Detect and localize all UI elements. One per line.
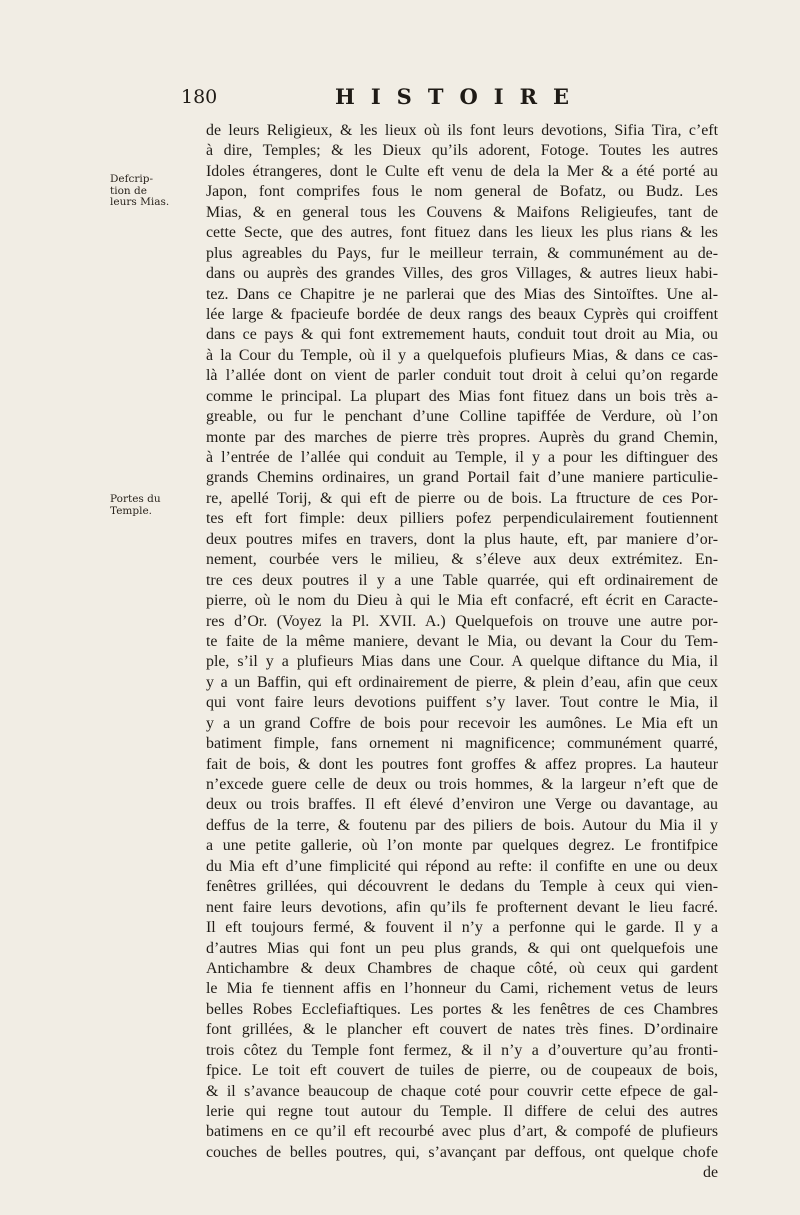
text-line: batimens en ce qu’il eft recourbé avec plus d’art, & compofé de plufieurs — [206, 1123, 718, 1141]
text-line: nement, courbée vers le milieu, & s’éleve aux deux extrémitez. En- — [206, 551, 718, 569]
text-line: dans ou auprès des grandes Villes, des gros Villages, & autres lieux habi- — [206, 265, 718, 283]
text-line: de — [703, 1164, 718, 1182]
text-line: fait de bois, & dont les poutres font groffes & affez propres. La hauteur — [206, 755, 718, 773]
text-line: & il s’avance beaucoup de chaque coté pour couvrir cette efpece de gal- — [206, 1082, 718, 1100]
margin-note-line: Temple. — [110, 504, 152, 517]
text-line: Mias, & en general tous les Couvens & Maifons Religieufes, tant de — [206, 203, 718, 221]
page-number: 180 — [181, 86, 218, 108]
text-line: res d’Or. (Voyez la Pl. XVII. A.) Quelquefois on trouve une autre por- — [206, 612, 718, 630]
text-line: tes eft fort fimple: deux pilliers pofez perpendiculairement foutiennent — [206, 510, 718, 528]
margin-note-line: tion de — [110, 184, 147, 197]
text-line: qui vont faire leurs devotions puiffent s’y laver. Tout contre le Mia, il — [206, 694, 718, 712]
text-line: ple, s’il y a plufieurs Mias dans une Cour. A quelque diftance du Mia, il — [206, 653, 718, 671]
text-line: tre ces deux poutres il y a une Table quarrée, qui eft ordinairement de — [206, 571, 718, 589]
text-line: tez. Dans ce Chapitre je ne parlerai que des Mias des Sintoïftes. Une al- — [206, 285, 718, 303]
text-line: Antichambre & deux Chambres de chaque côté, où ceux qui gardent — [206, 959, 718, 977]
margin-note-line: leurs Mias. — [110, 196, 170, 208]
text-line: deffus de la terre, & foutenu par des piliers de bois. Autour du Mia il y — [206, 816, 718, 834]
text-line: comme le principal. La plupart des Mias font fituez dans un bois très a- — [206, 387, 718, 405]
text-line: fpice. Le toit eft couvert de tuiles de pierre, ou de coupeaux de bois, — [206, 1062, 718, 1080]
text-line: te faite de la même maniere, devant le Mia, ou devant la Cour du Tem- — [206, 632, 718, 650]
text-line: nent faire leurs devotions, afin qu’ils fe profternent devant le lieu facré. — [206, 898, 718, 916]
text-line: monte par des marches de pierre très propres. Auprès du grand Chemin, — [206, 428, 718, 446]
text-line: plus agreables du Pays, fur le meilleur terrain, & communément au de- — [206, 244, 718, 262]
text-line: deux poutres mifes en travers, dont la plus haute, eft, par maniere d’or- — [206, 530, 718, 548]
text-line: lerie qui regne tout autour du Temple. Il differe de celui des autres — [206, 1103, 718, 1120]
margin-note-gates — [110, 494, 188, 517]
text-line: Il eft toujours fermé, & fouvent il n’y a perfonne qui le garde. Il y a — [206, 919, 718, 937]
text-line: lée large & fpacieufe bordée de deux rangs des beaux Cyprès qui croiffent — [206, 305, 718, 323]
text-line: y a un grand Coffre de bois pour recevoir les aumônes. Le Mia eft un — [206, 714, 718, 732]
text-line: a une petite gallerie, où l’on monte par quelques degrez. Le frontifpice — [206, 837, 718, 855]
text-line: greable, ou fur le penchant d’une Colline tapiffée de Verdure, où l’on — [206, 408, 718, 426]
text-line: deux ou trois braffes. Il eft élevé d’environ une Verge ou davantage, au — [206, 796, 718, 814]
text-line: batiment fimple, fans ornement ni magnificence; communément quarré, — [206, 735, 718, 753]
text-line: du Mia eft d’une fimplicité qui répond au refte: il confifte en une ou deux — [206, 857, 718, 875]
text-line: à dire, Temples; & les Dieux qu’ils adorent, Fotoge. Toutes les autres — [206, 142, 718, 160]
text-line: à l’entrée de l’allée qui conduit au Temple, il y a pour les diftinguer des — [206, 449, 718, 466]
text-line: le Mia fe tiennent affis en l’honneur du Cami, richement vetus de leurs — [206, 980, 718, 998]
page-header — [0, 80, 800, 114]
text-line: Idoles étrangeres, dont le Culte eft venu de dela la Mer & a été porté au — [206, 162, 718, 180]
margin-note-line: Portes du — [110, 493, 161, 505]
text-line: belles Robes Ecclefiaftiques. Les portes & les fenêtres de ces Chambres — [206, 1000, 718, 1018]
running-title: HISTOIRE — [335, 84, 586, 109]
text-line: n’excede guere celle de deux ou trois hommes, & la largeur n’eft que de — [206, 776, 718, 793]
text-line: Japon, font comprifes fous le nom general de Bofatz, ou Budz. Les — [206, 183, 718, 201]
text-line: de leurs Religieux, & les lieux où ils font leurs devotions, Sifia Tira, c’eft — [206, 122, 718, 139]
text-line: re, apellé Torij, & qui eft de pierre ou de bois. La ftructure de ces Por- — [206, 489, 718, 507]
text-line: à la Cour du Temple, où il y a quelquefois plufieurs Mias, & dans ce cas- — [206, 346, 718, 364]
text-line: d’autres Mias qui font un peu plus grands, & qui ont quelquefois une — [206, 939, 718, 957]
text-line: pierre, où le nom du Dieu à qui le Mia eft confacré, eft écrit en Caracte- — [206, 592, 718, 610]
text-line: grands Chemins ordinaires, un grand Portail fait d’une maniere particulie- — [206, 469, 718, 487]
body-text — [206, 121, 718, 1184]
text-line: couches de belles poutres, qui, s’avançant par deffous, ont quelque chofe — [206, 1143, 718, 1161]
text-line: fenêtres grillées, qui découvrent le dedans du Temple à ceux qui vien- — [206, 878, 718, 896]
margin-note-description — [110, 174, 188, 209]
text-line: là l’allée dont on vient de parler conduit tout droit à celui qu’on regarde — [206, 367, 718, 385]
text-line: dans ce pays & qui font extremement hauts, conduit tout droit au Mia, ou — [206, 326, 718, 344]
margin-note-line: Defcrip- — [110, 173, 154, 185]
text-line: cette Secte, que des autres, font fituez dans les lieux les plus rians & les — [206, 224, 718, 242]
text-line: y a un Baffin, qui eft ordinairement de pierre, & plein d’eau, afin que ceux — [206, 673, 718, 691]
text-line: font grillées, & le plancher eft couvert de nates très fines. D’ordinaire — [206, 1021, 718, 1039]
text-line: trois côtez du Temple font fermez, & il n’y a d’ouverture qu’au fronti- — [206, 1041, 718, 1059]
